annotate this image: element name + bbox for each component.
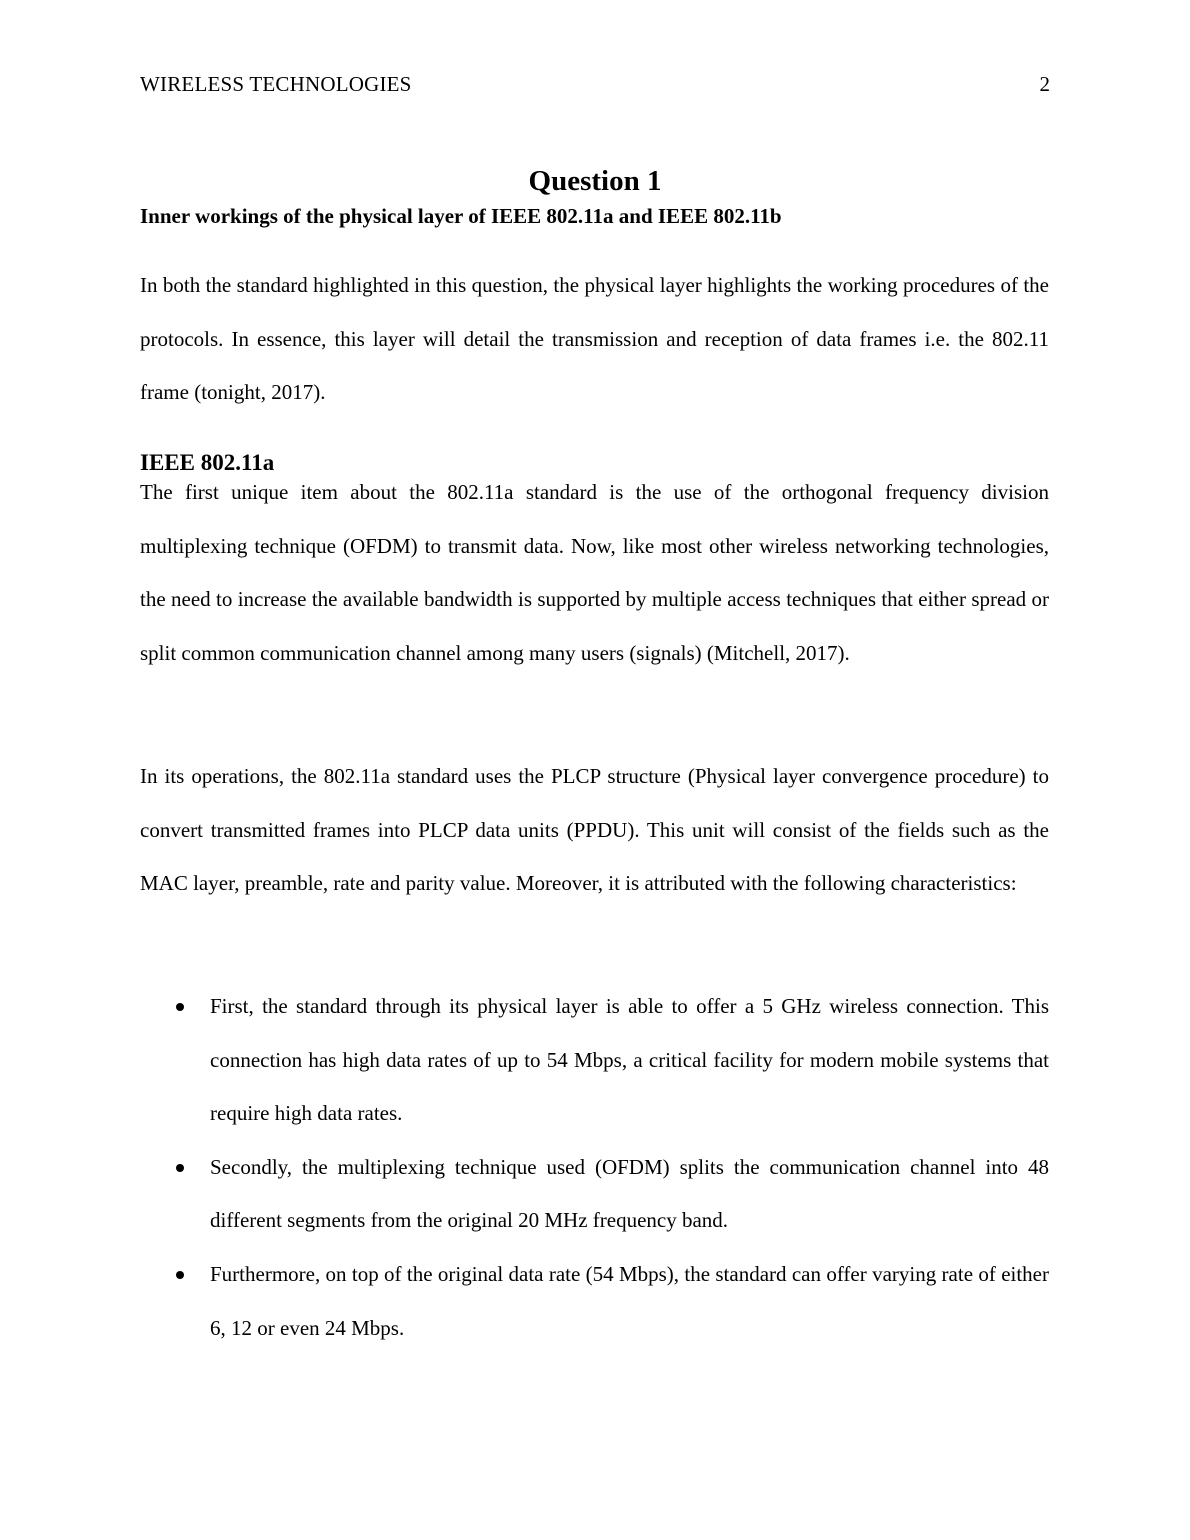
list-item [140,1248,1049,1355]
section-paragraph-2: In its operations, the 802.11a standard uses the PLCP structure (Physical layer convergence procedure) to convert transmitted frames into PLCP data units (PPDU). This unit will consist of the fields such as the MAC layer, preamble, rate and parity value. Moreover, it is attributed with the following characteristics: [140,764,1049,896]
list-item [140,1141,1049,1248]
list-item-text: First, the standard through its physical layer is able to offer a 5 GHz wireless connection. This connection has high data rates of up to 54 Mbps, a critical facility for modern mobile systems that require high data rates. [210,994,1049,1126]
running-head: WIRELESS TECHNOLOGIES [140,72,412,96]
section-paragraph-1: The first unique item about the 802.11a standard is the use of the orthogonal frequency division multiplexing technique (OFDM) to transmit data. Now, like most other wireless networking technologies, the need to increase the available bandwidth is supported by multiple access techniques that either spread or split common communication channel among many users (signals) (Mitchell, 2017). [140,480,1049,665]
list-item [140,980,1049,1141]
page-title: Question 1 [528,165,662,197]
bullet-icon [176,1003,184,1011]
list-item-text: Secondly, the multiplexing technique used (OFDM) splits the communication channel into 48 different segments from the original 20 MHz frequency band. [210,1154,1049,1233]
page-subtitle: Inner workings of the physical layer of IEEE 802.11a and IEEE 802.11b [140,204,782,228]
bullet-icon [176,1164,184,1172]
section-heading: IEEE 802.11a [140,450,275,475]
bullet-list [140,980,1049,1355]
list-item-text: Furthermore, on top of the original data rate (54 Mbps), the standard can offer varying rate of either 6, 12 or even 24 Mbps. [210,1261,1049,1340]
intro-paragraph: In both the standard highlighted in this question, the physical layer highlights the working procedures of the protocols. In essence, this layer will detail the transmission and reception of data frames i.e. the 802.11 frame (tonight, 2017). [140,273,1049,405]
bullet-icon [176,1271,184,1279]
page-number: 2 [1039,72,1050,96]
